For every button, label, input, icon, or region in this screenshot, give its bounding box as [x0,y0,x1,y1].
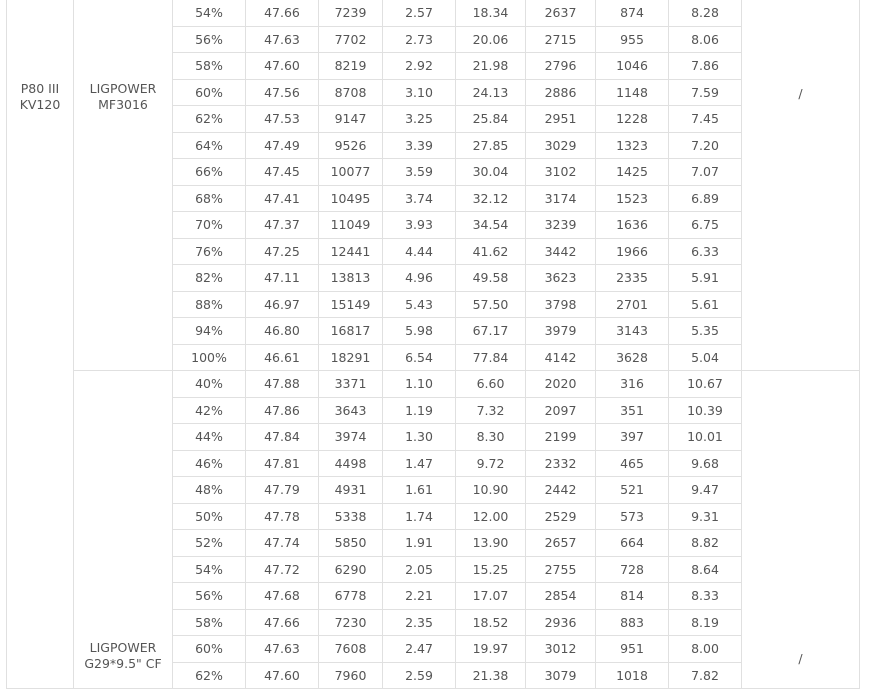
throttle-cell: 82% [173,265,246,292]
propeller-model-cell: LIGPOWER G29*9.5" CF [74,371,173,689]
efficiency-cell: 9.47 [669,477,742,504]
voltage-cell: 47.66 [246,0,319,26]
efficiency-cell: 7.86 [669,53,742,80]
power-cell: 1425 [596,159,669,186]
thrust-cell: 3643 [319,397,383,424]
current-cell: 67.17 [456,318,526,345]
power-cell: 3628 [596,344,669,371]
voltage-cell: 47.45 [246,159,319,186]
thrust-cell: 3371 [319,371,383,398]
power-cell: 316 [596,371,669,398]
voltage-cell: 47.37 [246,212,319,239]
motor-model-cell: P80 III KV120 [7,0,74,689]
thrust-cell: 7960 [319,662,383,689]
torque-cell: 2.35 [383,609,456,636]
throttle-cell: 70% [173,212,246,239]
rpm-cell: 3623 [526,265,596,292]
efficiency-cell: 10.67 [669,371,742,398]
efficiency-cell: 9.31 [669,503,742,530]
throttle-cell: 94% [173,318,246,345]
torque-cell: 2.05 [383,556,456,583]
power-cell: 3143 [596,318,669,345]
rpm-cell: 3798 [526,291,596,318]
voltage-cell: 47.72 [246,556,319,583]
torque-cell: 2.59 [383,662,456,689]
table-row [7,0,860,26]
efficiency-cell: 6.75 [669,212,742,239]
rpm-cell: 3079 [526,662,596,689]
efficiency-cell: 5.91 [669,265,742,292]
efficiency-cell: 8.28 [669,0,742,26]
thrust-cell: 9526 [319,132,383,159]
power-cell: 883 [596,609,669,636]
current-cell: 57.50 [456,291,526,318]
power-cell: 955 [596,26,669,53]
efficiency-cell: 7.59 [669,79,742,106]
voltage-cell: 47.25 [246,238,319,265]
rpm-cell: 2715 [526,26,596,53]
table-row [7,371,860,398]
torque-cell: 4.44 [383,238,456,265]
efficiency-cell: 10.01 [669,424,742,451]
thrust-cell: 6778 [319,583,383,610]
voltage-cell: 47.84 [246,424,319,451]
current-cell: 34.54 [456,212,526,239]
thrust-cell: 12441 [319,238,383,265]
voltage-cell: 47.53 [246,106,319,133]
thrust-cell: 10495 [319,185,383,212]
torque-cell: 1.30 [383,424,456,451]
power-cell: 951 [596,636,669,663]
throttle-cell: 100% [173,344,246,371]
voltage-cell: 47.86 [246,397,319,424]
current-cell: 7.32 [456,397,526,424]
thrust-cell: 8708 [319,79,383,106]
voltage-cell: 47.41 [246,185,319,212]
voltage-cell: 47.11 [246,265,319,292]
power-cell: 351 [596,397,669,424]
efficiency-cell: 8.00 [669,636,742,663]
rpm-cell: 2936 [526,609,596,636]
voltage-cell: 47.49 [246,132,319,159]
rpm-cell: 2796 [526,53,596,80]
voltage-cell: 47.66 [246,609,319,636]
throttle-cell: 62% [173,662,246,689]
current-cell: 32.12 [456,185,526,212]
note-cell: / [742,0,860,371]
efficiency-cell: 8.33 [669,583,742,610]
efficiency-cell: 8.64 [669,556,742,583]
efficiency-cell: 8.06 [669,26,742,53]
current-cell: 77.84 [456,344,526,371]
rpm-cell: 2097 [526,397,596,424]
thrust-cell: 18291 [319,344,383,371]
torque-cell: 5.98 [383,318,456,345]
voltage-cell: 46.97 [246,291,319,318]
voltage-cell: 47.79 [246,477,319,504]
current-cell: 13.90 [456,530,526,557]
current-cell: 24.13 [456,79,526,106]
power-cell: 1228 [596,106,669,133]
torque-cell: 3.25 [383,106,456,133]
current-cell: 20.06 [456,26,526,53]
power-cell: 1523 [596,185,669,212]
voltage-cell: 47.78 [246,503,319,530]
efficiency-cell: 5.61 [669,291,742,318]
throttle-cell: 46% [173,450,246,477]
thrust-cell: 6290 [319,556,383,583]
throttle-cell: 42% [173,397,246,424]
rpm-cell: 2442 [526,477,596,504]
voltage-cell: 47.60 [246,53,319,80]
thrust-cell: 3974 [319,424,383,451]
throttle-cell: 68% [173,185,246,212]
rpm-cell: 3012 [526,636,596,663]
thrust-cell: 4931 [319,477,383,504]
voltage-cell: 47.81 [246,450,319,477]
torque-cell: 6.54 [383,344,456,371]
torque-cell: 4.96 [383,265,456,292]
efficiency-cell: 7.20 [669,132,742,159]
current-cell: 12.00 [456,503,526,530]
voltage-cell: 46.61 [246,344,319,371]
voltage-cell: 47.74 [246,530,319,557]
voltage-cell: 47.63 [246,26,319,53]
torque-cell: 1.19 [383,397,456,424]
power-cell: 465 [596,450,669,477]
current-cell: 27.85 [456,132,526,159]
throttle-cell: 60% [173,636,246,663]
throttle-cell: 58% [173,53,246,80]
thrust-cell: 13813 [319,265,383,292]
throttle-cell: 54% [173,556,246,583]
rpm-cell: 3029 [526,132,596,159]
power-cell: 1018 [596,662,669,689]
torque-cell: 3.93 [383,212,456,239]
power-cell: 1636 [596,212,669,239]
current-cell: 21.98 [456,53,526,80]
torque-cell: 1.74 [383,503,456,530]
rpm-cell: 3102 [526,159,596,186]
power-cell: 814 [596,583,669,610]
rpm-cell: 2755 [526,556,596,583]
efficiency-cell: 7.82 [669,662,742,689]
throttle-cell: 52% [173,530,246,557]
thrust-cell: 8219 [319,53,383,80]
rpm-cell: 2332 [526,450,596,477]
rpm-cell: 2854 [526,583,596,610]
power-cell: 664 [596,530,669,557]
current-cell: 15.25 [456,556,526,583]
torque-cell: 2.57 [383,0,456,26]
efficiency-cell: 5.04 [669,344,742,371]
power-cell: 521 [596,477,669,504]
rpm-cell: 3442 [526,238,596,265]
current-cell: 25.84 [456,106,526,133]
current-cell: 18.34 [456,0,526,26]
rpm-cell: 3979 [526,318,596,345]
current-cell: 41.62 [456,238,526,265]
thrust-cell: 16817 [319,318,383,345]
current-cell: 18.52 [456,609,526,636]
efficiency-cell: 8.82 [669,530,742,557]
throttle-cell: 44% [173,424,246,451]
thrust-cell: 11049 [319,212,383,239]
rpm-cell: 2951 [526,106,596,133]
current-cell: 30.04 [456,159,526,186]
thrust-cell: 5338 [319,503,383,530]
throttle-cell: 76% [173,238,246,265]
torque-cell: 5.43 [383,291,456,318]
thrust-cell: 7608 [319,636,383,663]
thrust-cell: 10077 [319,159,383,186]
throttle-cell: 56% [173,583,246,610]
efficiency-cell: 7.07 [669,159,742,186]
note-cell: / [742,371,860,689]
current-cell: 6.60 [456,371,526,398]
torque-cell: 1.47 [383,450,456,477]
torque-cell: 3.39 [383,132,456,159]
torque-cell: 1.91 [383,530,456,557]
throttle-cell: 62% [173,106,246,133]
efficiency-cell: 6.89 [669,185,742,212]
efficiency-cell: 9.68 [669,450,742,477]
power-cell: 1966 [596,238,669,265]
thrust-cell: 7239 [319,0,383,26]
voltage-cell: 47.56 [246,79,319,106]
torque-cell: 2.92 [383,53,456,80]
rpm-cell: 2020 [526,371,596,398]
power-cell: 728 [596,556,669,583]
throttle-cell: 88% [173,291,246,318]
torque-cell: 1.61 [383,477,456,504]
rpm-cell: 2199 [526,424,596,451]
power-cell: 1323 [596,132,669,159]
voltage-cell: 47.88 [246,371,319,398]
table-body [7,0,860,689]
torque-cell: 2.47 [383,636,456,663]
throttle-cell: 48% [173,477,246,504]
thrust-cell: 7702 [319,26,383,53]
efficiency-cell: 10.39 [669,397,742,424]
power-cell: 573 [596,503,669,530]
rpm-cell: 2529 [526,503,596,530]
throttle-cell: 58% [173,609,246,636]
torque-cell: 3.74 [383,185,456,212]
efficiency-cell: 5.35 [669,318,742,345]
current-cell: 10.90 [456,477,526,504]
motor-test-table [6,0,860,689]
power-cell: 874 [596,0,669,26]
rpm-cell: 2657 [526,530,596,557]
power-cell: 397 [596,424,669,451]
voltage-cell: 47.60 [246,662,319,689]
rpm-cell: 2637 [526,0,596,26]
efficiency-cell: 7.45 [669,106,742,133]
efficiency-cell: 6.33 [669,238,742,265]
torque-cell: 1.10 [383,371,456,398]
current-cell: 19.97 [456,636,526,663]
current-cell: 49.58 [456,265,526,292]
torque-cell: 2.73 [383,26,456,53]
throttle-cell: 64% [173,132,246,159]
torque-cell: 3.10 [383,79,456,106]
current-cell: 17.07 [456,583,526,610]
torque-cell: 2.21 [383,583,456,610]
current-cell: 9.72 [456,450,526,477]
power-cell: 1046 [596,53,669,80]
propeller-model-cell: LIGPOWER MF3016 [74,0,173,371]
thrust-cell: 15149 [319,291,383,318]
throttle-cell: 40% [173,371,246,398]
current-cell: 21.38 [456,662,526,689]
torque-cell: 3.59 [383,159,456,186]
throttle-cell: 50% [173,503,246,530]
rpm-cell: 3174 [526,185,596,212]
voltage-cell: 46.80 [246,318,319,345]
efficiency-cell: 8.19 [669,609,742,636]
power-cell: 2335 [596,265,669,292]
thrust-cell: 9147 [319,106,383,133]
thrust-cell: 5850 [319,530,383,557]
throttle-cell: 54% [173,0,246,26]
power-cell: 1148 [596,79,669,106]
voltage-cell: 47.63 [246,636,319,663]
rpm-cell: 4142 [526,344,596,371]
throttle-cell: 56% [173,26,246,53]
voltage-cell: 47.68 [246,583,319,610]
thrust-cell: 4498 [319,450,383,477]
current-cell: 8.30 [456,424,526,451]
rpm-cell: 2886 [526,79,596,106]
throttle-cell: 60% [173,79,246,106]
rpm-cell: 3239 [526,212,596,239]
throttle-cell: 66% [173,159,246,186]
power-cell: 2701 [596,291,669,318]
thrust-cell: 7230 [319,609,383,636]
